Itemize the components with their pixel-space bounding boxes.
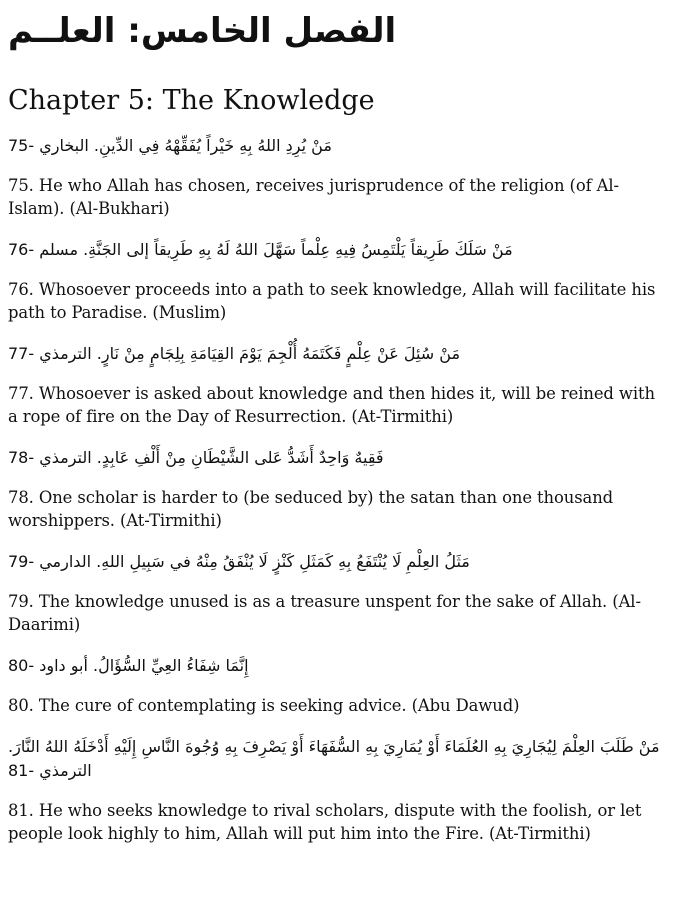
- hadith-english: 75. He who Allah has chosen, receives jurisprudence of the religion (of Al-Islam). (Al-Bukhari): [8, 176, 619, 218]
- hadith-english: 79. The knowledge unused is as a treasure unspent for the sake of Allah. (Al-Daarimi): [8, 592, 641, 634]
- chapter-page: [0, 8, 675, 845]
- hadith-arabic: مَنْ سُئِلَ عَنْ عِلْمٍ فَكَتَمَهُ أُلْجِمَ يَوْمَ القِيَامَةِ بِلِجَامٍ مِنْ نَارٍ. الترمذي -77: [8, 344, 461, 363]
- hadith-english: 76. Whosoever proceeds into a path to seek knowledge, Allah will facilitate his path to Paradise. (Muslim): [8, 280, 656, 322]
- hadith-arabic: مَثَلُ العِلْمِ لَا يُنْتَفَعُ بِهِ كَمَثَلِ كَنْزٍ لَا يُنْفَقُ مِنْهُ في سَبِيلِ اللهِ. الدارمي -79: [8, 552, 470, 571]
- hadith-english: 77. Whosoever is asked about knowledge and then hides it, will be reined with a rope of fire on the Day of Resurrection. (At-Tirmithi): [8, 384, 655, 426]
- hadith-arabic: مَنْ سَلَكَ طَرِيقاً يَلْتَمِسُ فِيهِ عِلْماً سَهَّلَ اللهُ لَهُ بِهِ طَرِيقاً إلى الجَنَّةِ. مسلم -76: [8, 240, 513, 259]
- hadith-english: 81. He who seeks knowledge to rival scholars, dispute with the foolish, or let people look highly to him, Allah will put him into the Fire. (At-Tirmithi): [8, 801, 642, 843]
- hadith-english: 80. The cure of contemplating is seeking advice. (Abu Dawud): [8, 696, 520, 715]
- hadith-english: 78. One scholar is harder to (be seduced by) the satan than one thousand worshippers. (At-Tirmithi): [8, 488, 614, 530]
- hadith-arabic: إِنَّمَا شِفَاءُ العِيِّ السُّؤَالُ. أبو داود -80: [8, 656, 249, 675]
- hadith-arabic: مَنْ طَلَبَ العِلْمَ لِيُجَارِيَ بِهِ العُلَمَاءَ أَوْ يُمَارِيَ بِهِ السُّفَهَاءَ أَوْ يَصْرِفَ بِهِ وُجُوهَ النَّاسِ إِلَيْهِ أَدْخَلَهُ اللهُ النَّارَ. الترمذي -81: [8, 737, 660, 780]
- hadith-arabic: مَنْ يُرِدِ اللهُ بِهِ خَيْراً يُفَقِّهْهُ فِي الدِّينِ. البخاري -75: [8, 136, 332, 155]
- chapter-title-english: Chapter 5: The Knowledge: [8, 85, 375, 116]
- chapter-title-arabic: الفصل الخامس: العلــم: [8, 11, 397, 51]
- hadith-arabic: فَقِيهٌ وَاحِدٌ أَشَدُّ عَلى الشَّيْطَانِ مِنْ أَلْفِ عَابِدٍ. الترمذي -78: [8, 448, 384, 467]
